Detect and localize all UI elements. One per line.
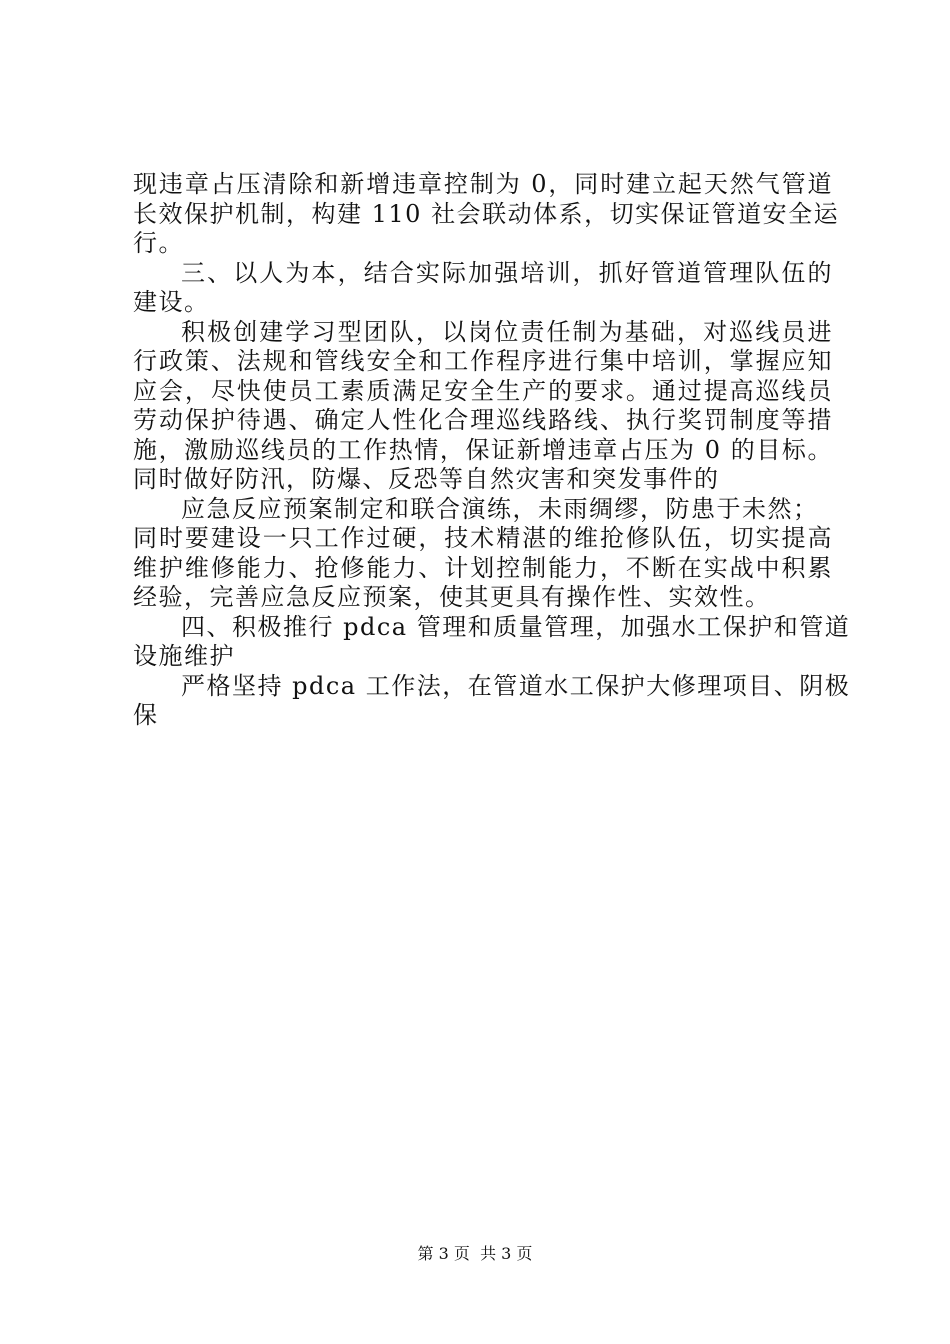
text-line: 积极创建学习型团队，以岗位责任制为基础，对巡线员进 bbox=[181, 317, 833, 346]
section-heading-4: 四、积极推行 pdca 管理和质量管理，加强水工保护和管道 bbox=[181, 612, 851, 641]
text-line: 长效保护机制，构建 110 社会联动体系，切实保证管道安全运 bbox=[133, 199, 840, 228]
page-footer bbox=[0, 1244, 950, 1264]
text-line: 行政策、法规和管线安全和工作程序进行集中培训，掌握应知 bbox=[133, 347, 833, 375]
body-text bbox=[133, 170, 851, 731]
section-heading-4-cont: 设施维护 bbox=[133, 642, 235, 670]
section-heading-3-cont: 建设。 bbox=[133, 288, 210, 316]
text-line: 施，激励巡线员的工作热情，保证新增违章占压为 0 的目标。 bbox=[133, 435, 833, 464]
text-line: 经验，完善应急反应预案，使其更具有操作性、实效性。 bbox=[133, 583, 771, 611]
text-line: 劳动保护待遇、确定人性化合理巡线路线、执行奖罚制度等措 bbox=[133, 406, 833, 434]
text-line: 现违章占压清除和新增违章控制为 0，同时建立起天然气管道 bbox=[133, 170, 833, 198]
page-number-label: 第 3 页 共 3 页 bbox=[417, 1244, 533, 1263]
text-line: 应急反应预案制定和联合演练，未雨绸缪，防患于未然； bbox=[181, 494, 819, 523]
text-line: 同时做好防汛，防爆、反恐等自然灾害和突发事件的 bbox=[133, 465, 720, 493]
text-line: 应会，尽快使员工素质满足安全生产的要求。通过提高巡线员 bbox=[133, 376, 833, 405]
text-line: 同时要建设一只工作过硬，技术精湛的维抢修队伍，切实提高 bbox=[133, 524, 833, 552]
section-heading-3: 三、以人为本，结合实际加强培训，抓好管道管理队伍的 bbox=[181, 258, 833, 287]
text-line: 严格坚持 pdca 工作法，在管道水工保护大修理项目、阴极 bbox=[181, 671, 851, 700]
text-line: 保 bbox=[133, 701, 159, 729]
text-line: 行。 bbox=[133, 229, 184, 257]
text-line: 维护维修能力、抢修能力、计划控制能力，不断在实战中积累 bbox=[133, 553, 833, 582]
